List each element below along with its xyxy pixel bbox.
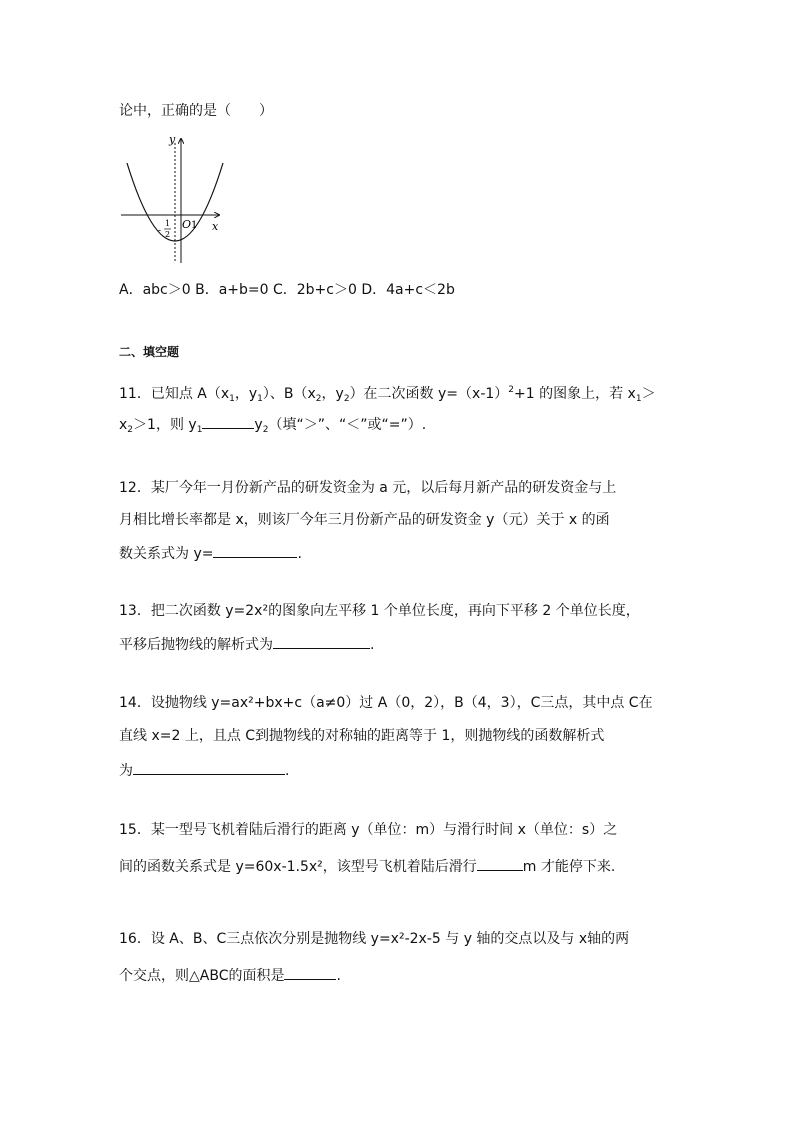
q12-end: . bbox=[297, 546, 302, 562]
q14-line2: 直线 x=2 上，且点 C到抛物线的对称轴的距离等于 1，则抛物线的函数解析式 bbox=[119, 728, 605, 744]
q15-line1: 15．某一型号飞机着陆后滑行的距离 y（单位：m）与滑行时间 x（单位：s）之 bbox=[119, 822, 618, 838]
y-axis-label: y bbox=[169, 133, 176, 146]
q11-text: （填“＞”、“＜”或“=”）. bbox=[268, 417, 427, 433]
q11-sub: 2 bbox=[343, 394, 350, 404]
one-label: 1 bbox=[191, 220, 198, 231]
q12-answer-blank[interactable] bbox=[213, 542, 297, 558]
half-numerator: 1 bbox=[165, 219, 171, 228]
q11-line2 bbox=[119, 413, 426, 440]
q15-text: 间的函数关系式是 y=60x-1.5x²，该型号飞机着陆后滑行 bbox=[119, 859, 477, 875]
q15-end: m 才能停下来. bbox=[522, 859, 616, 875]
q11-text: +1 的图象上，若 x bbox=[514, 386, 636, 402]
q11-sub: 2 bbox=[127, 425, 134, 435]
q11-sub: 1 bbox=[196, 425, 203, 435]
q12-line3 bbox=[119, 542, 302, 564]
q16-line2 bbox=[119, 964, 341, 986]
q14-line3 bbox=[119, 759, 289, 781]
parabola-graph bbox=[119, 133, 231, 263]
q14-answer-blank[interactable] bbox=[133, 759, 285, 775]
q14-text: 为 bbox=[119, 763, 133, 779]
q14-end: . bbox=[285, 763, 290, 779]
half-denominator: 2 bbox=[165, 230, 171, 239]
origin-label: O bbox=[182, 218, 192, 231]
q11-text: ，y bbox=[234, 386, 258, 402]
q11-text: y bbox=[254, 417, 263, 433]
q11-text: ，y bbox=[321, 386, 344, 402]
q11-text: ＞1，则 y bbox=[133, 417, 197, 433]
q11-line1 bbox=[119, 380, 656, 409]
q11-text: x bbox=[119, 417, 128, 433]
neg-sign: - bbox=[158, 226, 162, 236]
q11-answer-blank[interactable] bbox=[202, 413, 254, 429]
q13-end: . bbox=[370, 637, 375, 653]
q16-end: . bbox=[336, 968, 341, 984]
q16-line1: 16．设 A、B、C三点依次分别是抛物线 y=x²-2x-5 与 y 轴的交点以及与 x轴的两 bbox=[119, 931, 630, 947]
q11-sub: 2 bbox=[315, 394, 322, 404]
q11-text: ）在二次函数 y=（x-1） bbox=[349, 386, 509, 402]
section-title: 二、填空题 bbox=[119, 345, 180, 359]
q16-text: 个交点，则△ABC的面积是 bbox=[119, 968, 285, 984]
q12-line1: 12．某厂今年一月份新产品的研发资金为 a 元，以后每月新产品的研发资金与上 bbox=[119, 480, 617, 496]
q11-text: ＞ bbox=[641, 386, 656, 402]
q11-sub: 2 bbox=[262, 425, 269, 435]
q11-text: 11．已知点 A（x bbox=[119, 386, 230, 402]
q11-sub: 1 bbox=[229, 394, 235, 404]
q11-sub: 1 bbox=[257, 394, 263, 404]
q10-stem-tail: 论中，正确的是（ ） bbox=[119, 103, 273, 119]
q14-line1: 14．设抛物线 y=ax²+bx+c（a≠0）过 A（0，2），B（4，3），C三点，其中点 C在 bbox=[119, 695, 653, 711]
q11-text: ）、B（x bbox=[262, 386, 316, 402]
q13-line1: 13．把二次函数 y=2x²的图象向左平移 1 个单位长度，再向下平移 2 个单位长度， bbox=[119, 603, 640, 619]
q12-text: 数关系式为 y= bbox=[119, 546, 214, 562]
x-axis-label: x bbox=[212, 220, 219, 233]
parabola-curve bbox=[127, 163, 223, 241]
q11-sup: 2 bbox=[508, 385, 515, 395]
q13-answer-blank[interactable] bbox=[273, 633, 370, 649]
q16-answer-blank[interactable] bbox=[284, 964, 336, 980]
q11-sub: 1 bbox=[635, 394, 642, 404]
q10-choices: A．abc＞0 B．a+b=0 C．2b+c＞0 D．4a+c＜2b bbox=[119, 282, 455, 298]
q15-line2 bbox=[119, 855, 615, 877]
q12-line2: 月相比增长率都是 x，则该厂今年三月份新产品的研发资金 y（元）关于 x 的函 bbox=[119, 512, 610, 528]
q13-text: 平移后抛物线的解析式为 bbox=[119, 637, 273, 653]
q15-answer-blank[interactable] bbox=[477, 855, 523, 871]
q13-line2 bbox=[119, 633, 374, 655]
